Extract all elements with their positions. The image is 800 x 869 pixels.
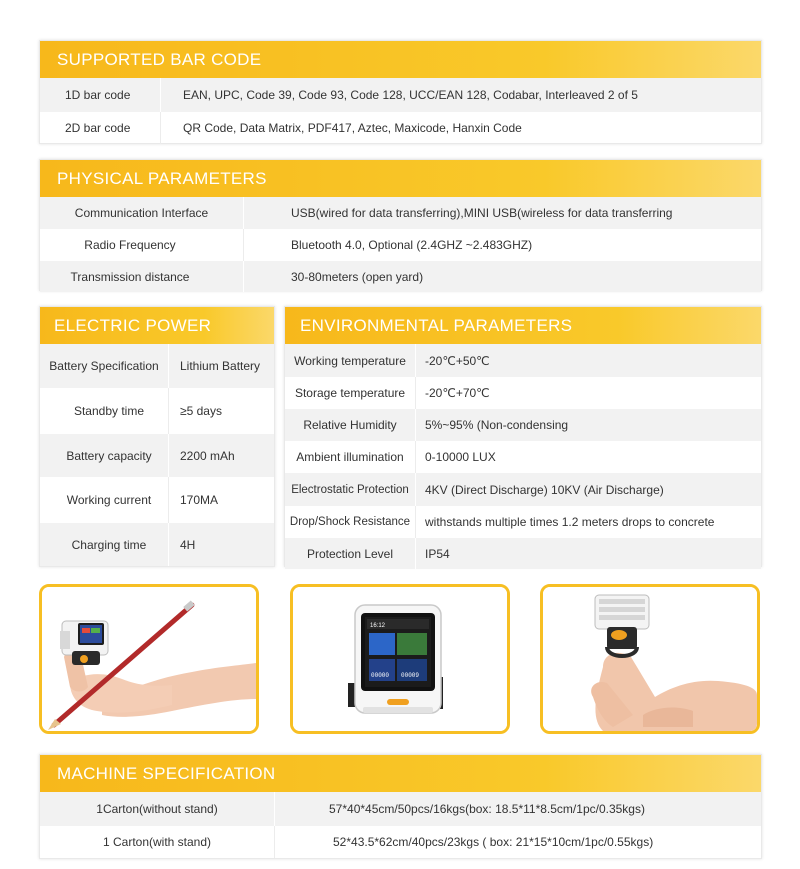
row-label: Working current [66, 493, 152, 507]
row-label: 1Carton(without stand) [96, 802, 218, 816]
row-label: 1D bar code [65, 88, 131, 102]
row-label: Standby time [73, 404, 145, 418]
row-value: withstands multiple times 1.2 meters drops to concrete [425, 515, 715, 529]
table-row [40, 792, 761, 826]
row-value: 2200 mAh [180, 448, 235, 463]
row-label: Drop/Shock Resistance [289, 516, 411, 528]
table-row [40, 434, 274, 477]
environmental-panel [284, 306, 762, 567]
row-value: ≥5 days [180, 404, 222, 418]
table-row [285, 441, 761, 473]
row-label: Battery capacity [66, 448, 152, 463]
photo-ring-scanner-hand-pencil [39, 584, 259, 734]
row-value: 52*43.5*62cm/40pcs/23kgs ( box: 21*15*10cm/1pc/0.55kgs) [333, 835, 654, 849]
machine-header: MACHINE SPECIFICATION [40, 755, 761, 792]
row-label: Storage temperature [294, 386, 406, 400]
table-row [40, 477, 274, 523]
row-value: 4H [180, 537, 196, 552]
physical-header: PHYSICAL PARAMETERS [40, 160, 761, 197]
barcode-panel [39, 40, 762, 144]
row-label: Charging time [71, 537, 147, 552]
table-row [40, 523, 274, 566]
table-row [40, 826, 761, 858]
device-screen-count-left: 00000 [371, 672, 390, 679]
row-label: 2D bar code [65, 121, 131, 135]
row-value: 4KV (Direct Discharge) 10KV (Air Discharge) [425, 482, 664, 497]
row-value: Lithium Battery [180, 359, 261, 373]
finger-scanner-illustration [543, 587, 757, 731]
row-value: EAN, UPC, Code 39, Code 93, Code 128, UCC/EAN 128, Codabar, Interleaved 2 of 5 [183, 88, 638, 102]
table-row [40, 112, 761, 144]
row-label: 1 Carton(with stand) [102, 835, 212, 849]
row-value: QR Code, Data Matrix, PDF417, Aztec, Maxicode, Hanxin Code [183, 121, 522, 135]
table-row [40, 78, 761, 112]
row-label: Ambient illumination [296, 450, 404, 464]
row-value: 170MA [180, 493, 219, 507]
table-row [285, 344, 761, 377]
row-value: IP54 [425, 546, 450, 561]
electric-panel [39, 306, 275, 567]
table-row [285, 538, 761, 569]
table-row [40, 229, 761, 261]
device-screen-time: 16:12 [370, 623, 386, 629]
table-row [285, 473, 761, 506]
table-row [285, 506, 761, 538]
row-value: 30-80meters (open yard) [291, 269, 424, 284]
row-value: -20℃+70℃ [425, 386, 490, 400]
barcode-header: SUPPORTED BAR CODE [40, 41, 761, 78]
row-label: Transmission distance [70, 269, 190, 284]
device-screen-count-right: 00009 [401, 672, 420, 679]
row-label: Working temperature [294, 353, 406, 368]
row-value: USB(wired for data transferring),MINI USB(wireless for data transferring [291, 206, 673, 220]
physical-panel [39, 159, 762, 291]
device-front-illustration [293, 587, 507, 731]
row-value: Bluetooth 4.0, Optional (2.4GHZ ~2.483GHZ) [291, 238, 533, 252]
machine-panel [39, 754, 762, 859]
electric-header: ELECTRIC POWER [40, 307, 274, 344]
photo-ring-scanner-finger [540, 584, 760, 734]
row-label: Radio Frequency [84, 238, 176, 252]
row-label: Battery Specification [49, 359, 159, 373]
photo-device-front [290, 584, 510, 734]
table-row [40, 388, 274, 434]
environmental-header: ENVIRONMENTAL PARAMETERS [285, 307, 761, 344]
row-label: Protection Level [306, 546, 394, 561]
row-label: Relative Humidity [303, 418, 397, 432]
row-label: Electrostatic Protection [291, 483, 409, 496]
row-label: Communication Interface [74, 206, 209, 220]
hand-pencil-illustration [42, 587, 256, 731]
table-row [40, 261, 761, 292]
table-row [285, 409, 761, 441]
row-value: 57*40*45cm/50pcs/16kgs(box: 18.5*11*8.5cm/1pc/0.35kgs) [329, 802, 645, 816]
table-row [285, 377, 761, 409]
table-row [40, 344, 274, 388]
row-value: 5%~95% (Non-condensing [425, 418, 569, 432]
row-value: -20℃+50℃ [425, 353, 490, 368]
row-value: 0-10000 LUX [425, 450, 496, 464]
table-row [40, 197, 761, 229]
